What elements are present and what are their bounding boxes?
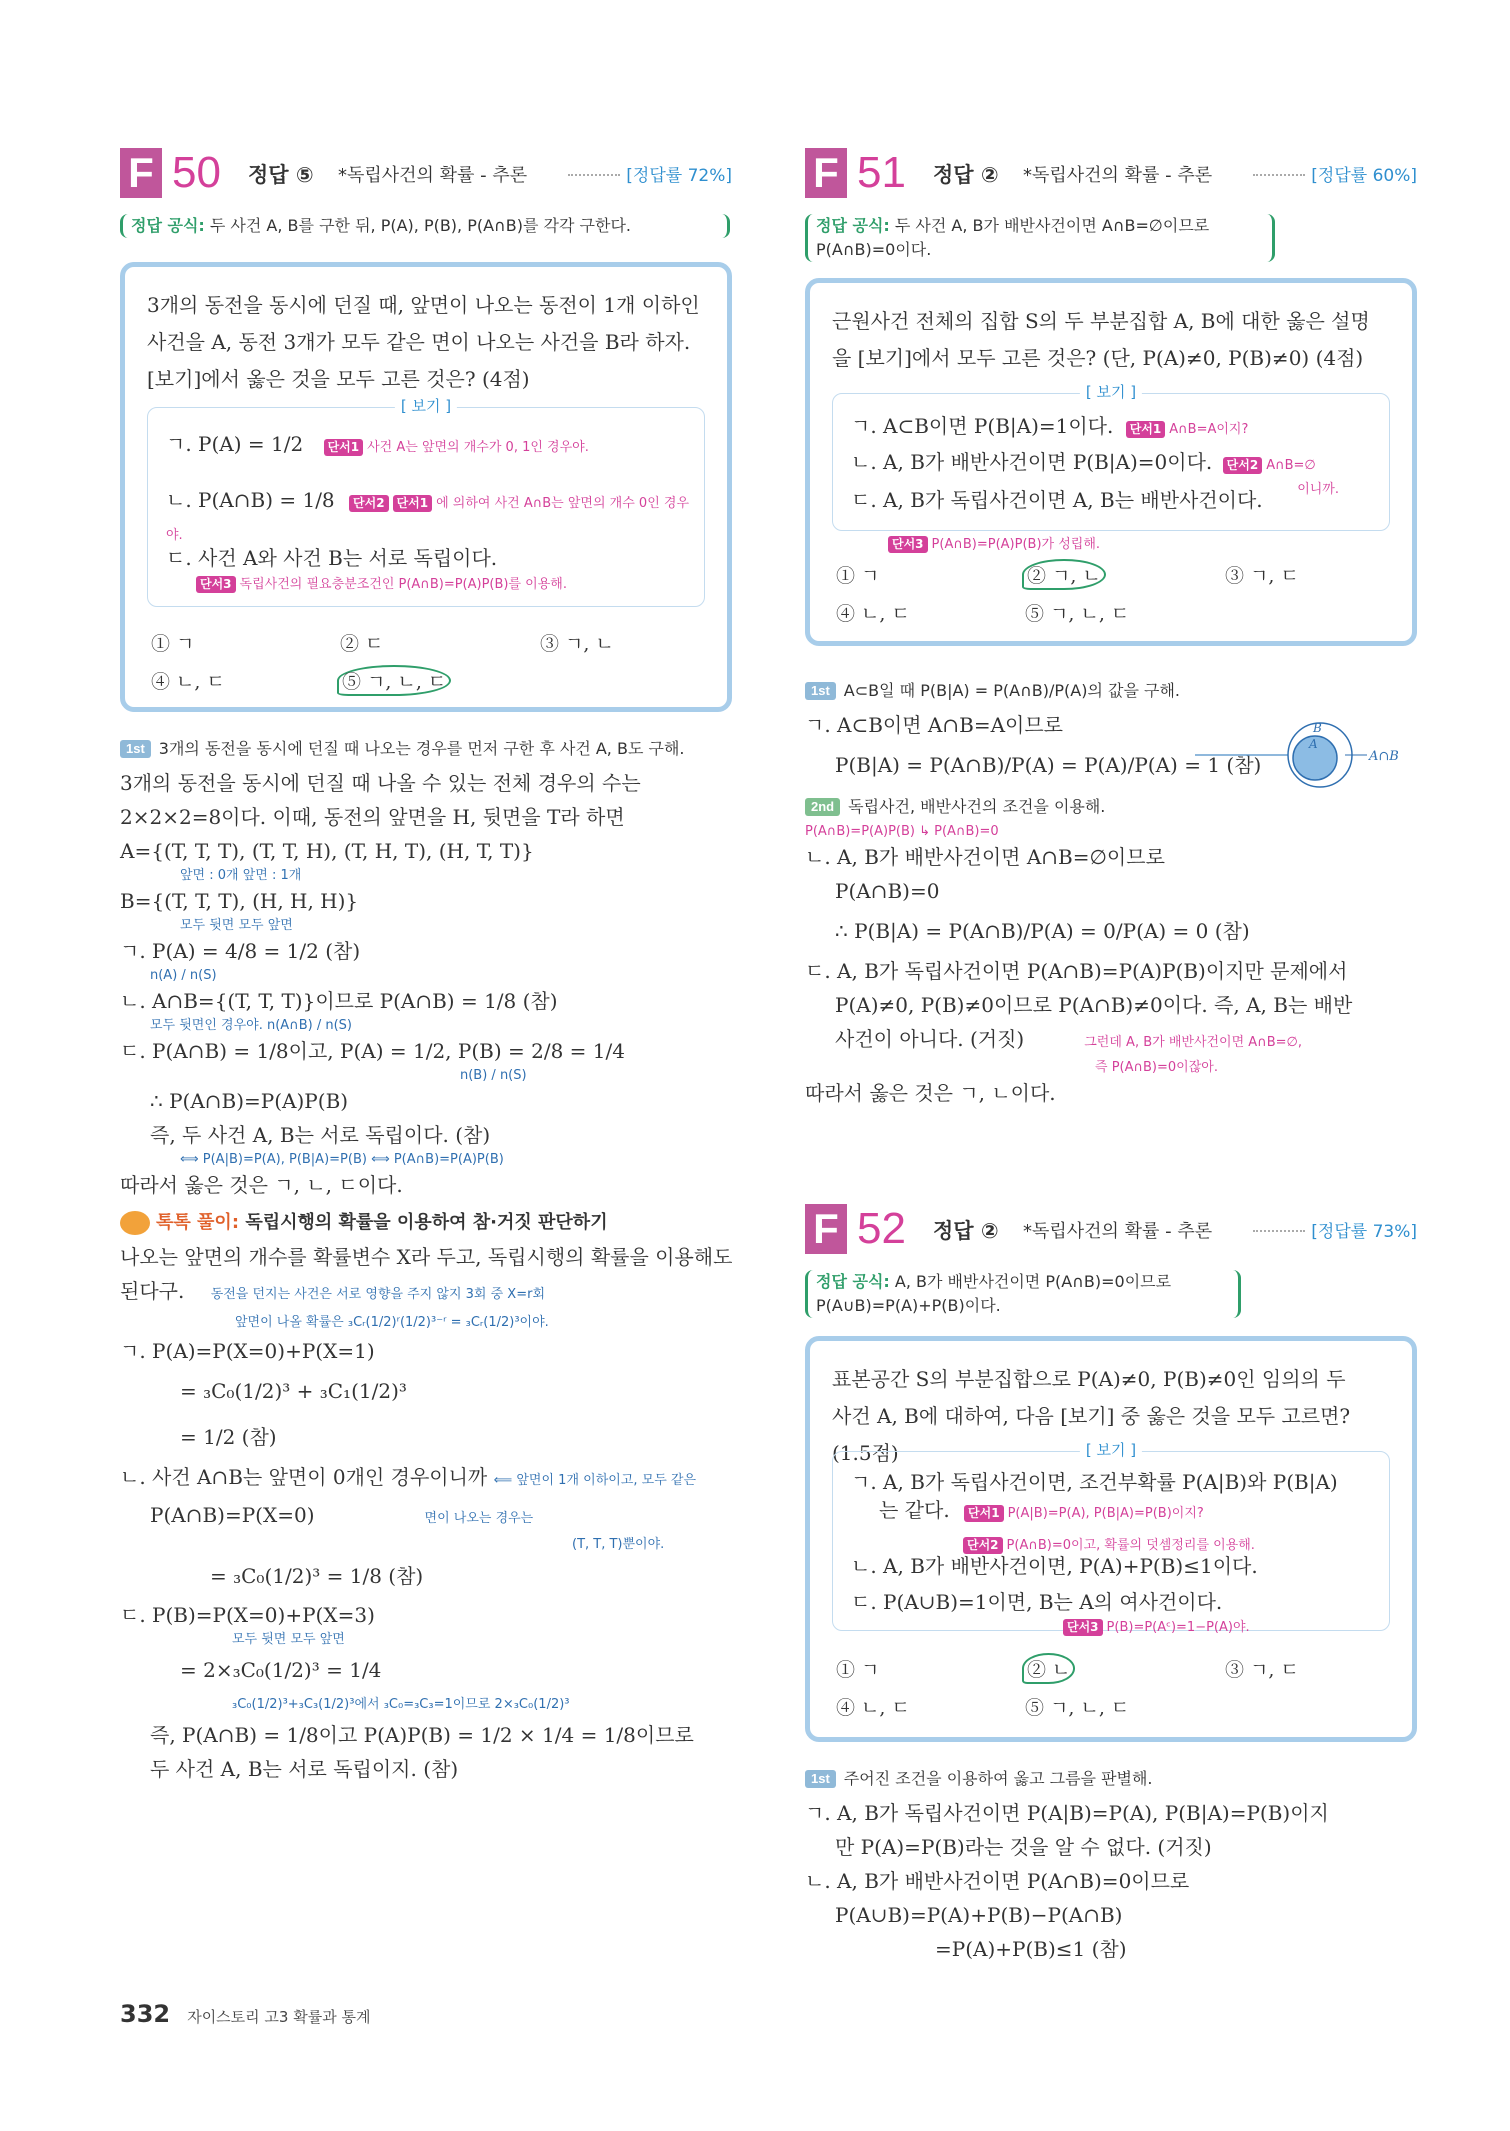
solution-line: B={(T, T, T), (H, H, H)} — [120, 889, 359, 913]
solution-line: 나오는 앞면의 개수를 확률변수 X라 두고, 독립시행의 확률을 이용해도 — [120, 1245, 733, 1269]
solution-line: ㄴ. A∩B={(T, T, T)}이므로 P(A∩B) = 1/8 (참) — [120, 989, 558, 1013]
correct-rate: [정답률 73%] — [1311, 1222, 1417, 1242]
choice-1[interactable]: ① ㄱ — [151, 633, 195, 655]
toktok-label: 톡톡 풀이: — [156, 1212, 240, 1233]
hint-tag: 단서1 — [393, 495, 433, 512]
solution-line: 즉, P(A∩B) = 1/8이고 P(A)P(B) = 1/2 × 1/4 = 1/8이므로 — [150, 1723, 694, 1747]
item-text: ㄷ. 사건 A와 사건 B는 서로 독립이다. — [166, 546, 498, 570]
choice-1[interactable]: ① ㄱ — [836, 565, 880, 587]
bogi-item-2 — [166, 486, 694, 550]
formula-note — [805, 1270, 1241, 1318]
problem-50-box — [120, 262, 732, 712]
divider-dots — [1253, 174, 1305, 176]
hint-tag: 단서3 — [888, 536, 928, 553]
answer-label: 정답 ② — [933, 1219, 999, 1243]
bogi-item-2 — [851, 1552, 1379, 1580]
formula-text: 두 사건 A, B를 구한 뒤, P(A), P(B), P(A∩B)를 각각 구한다. — [209, 216, 631, 235]
bogi-item-2 — [851, 448, 1379, 480]
solution-line: P(B|A) = P(A∩B)/P(A) = P(A)/P(A) = 1 (참) — [835, 753, 1262, 777]
f-badge: F — [805, 1204, 847, 1254]
solution-note: 면이 나오는 경우는 — [424, 1511, 534, 1526]
correct-choice-mark: ② ㄱ, ㄴ — [1022, 559, 1106, 590]
stem-line: 사건을 A, 동전 3개가 모두 같은 면이 나오는 사건을 B라 하자. — [147, 330, 691, 354]
hint-tag: 단서2 — [349, 495, 389, 512]
problem-stem — [832, 303, 1394, 377]
stem-line: 표본공간 S의 부분집합으로 P(A)≠0, P(B)≠0인 임의의 두 — [832, 1367, 1346, 1391]
solution-line: = 1/2 (참) — [180, 1425, 277, 1449]
solution-line: 된다구. — [120, 1279, 185, 1303]
solution-line: P(A)≠0, P(B)≠0이므로 P(A∩B)≠0이다. 즉, A, B는 배반 — [835, 993, 1353, 1017]
problem-number: 50 — [172, 148, 221, 197]
solution-note: 즉 P(A∩B)=0이잖아. — [1095, 1060, 1218, 1075]
solution-line: = ₃C₀(1/2)³ + ₃C₁(1/2)³ — [180, 1379, 407, 1403]
divider-dots — [568, 174, 620, 176]
bogi-box — [832, 1441, 1390, 1635]
formula-text: P(A∪B)=P(A)+P(B)이다. — [816, 1296, 1001, 1315]
stem-line: 근원사건 전체의 집합 S의 두 부분집합 A, B에 대한 옳은 설명 — [832, 309, 1370, 333]
page-footer — [120, 2000, 370, 2028]
solution-note: 모두 뒷면 모두 앞면 — [180, 918, 293, 933]
choice-3[interactable]: ③ ㄱ, ㄷ — [1225, 565, 1299, 587]
hint-text: P(A∩B)=0이고, 확률의 덧셈정리를 이용해. — [1006, 1538, 1255, 1553]
solution-note: 모두 뒷면인 경우야. n(A∩B) / n(S) — [150, 1018, 352, 1033]
choice-2-correct[interactable] — [1022, 559, 1106, 590]
correct-rate: [정답률 72%] — [626, 166, 732, 186]
solution-line: 따라서 옳은 것은 ㄱ, ㄴ이다. — [805, 1081, 1056, 1105]
item-text: 는 같다. — [879, 1498, 950, 1522]
hint-text: 이니까. — [1297, 482, 1339, 497]
solution-line: ㄴ. 사건 A∩B는 앞면이 0개인 경우이니까 — [120, 1465, 488, 1489]
correct-choice-mark: ② ㄴ — [1022, 1653, 1075, 1684]
solution-line: 2×2×2=8이다. 이때, 동전의 앞면을 H, 뒷면을 T라 하면 — [120, 805, 625, 829]
bogi-item-1 — [851, 412, 1379, 444]
solution-note: ⟺ P(A|B)=P(A), P(B|A)=P(B) ⟺ P(A∩B)=P(A)P(B) — [180, 1152, 504, 1167]
solution-line: ㄱ. P(A) = 4/8 = 1/2 (참) — [120, 939, 361, 963]
bogi-label: [ 보기 ] — [395, 395, 457, 416]
choice-5-correct[interactable] — [337, 665, 451, 696]
bogi-item-1 — [851, 1468, 1379, 1528]
solution-line: 즉, 두 사건 A, B는 서로 독립이다. (참) — [150, 1123, 491, 1147]
solution-note: P(A∩B)=P(A)P(B) ↳ P(A∩B)=0 — [805, 824, 999, 839]
solution-note: ₃C₀(1/2)³+₃C₃(1/2)³에서 ₃C₀=₃C₃=1이므로 2×₃C₀(1/2)³ — [232, 1697, 570, 1712]
solution-line: P(A∪B)=P(A)+P(B)−P(A∩B) — [835, 1903, 1123, 1927]
problem-52-box — [805, 1336, 1417, 1742]
choice-3[interactable]: ③ ㄱ, ㄷ — [1225, 1659, 1299, 1681]
item-text: ㄴ. P(A∩B) = 1/8 — [166, 488, 335, 512]
venn-label-a: A — [1309, 737, 1318, 751]
solution-line: 사건이 아니다. (거짓) — [835, 1027, 1025, 1051]
formula-text: A, B가 배반사건이면 P(A∩B)=0이므로 — [894, 1272, 1172, 1291]
solution-line: ∴ P(A∩B)=P(A)P(B) — [150, 1089, 349, 1113]
solution-note: 앞면 : 0개 앞면 : 1개 — [180, 868, 302, 883]
formula-label: 정답 공식: — [816, 1272, 890, 1291]
choice-4[interactable]: ④ ㄴ, ㄷ — [151, 671, 225, 693]
solution-line: P(A∩B)=P(X=0) — [150, 1503, 315, 1527]
step-text: 3개의 동전을 동시에 던질 때 나오는 경우를 먼저 구한 후 사건 A, B도 구해. — [158, 739, 685, 758]
choice-5[interactable]: ⑤ ㄱ, ㄴ, ㄷ — [1025, 1697, 1130, 1719]
toktok-icon — [120, 1211, 150, 1235]
hint-tag: 단서1 — [1126, 421, 1166, 438]
hint-text: A∩B=A이지? — [1169, 422, 1249, 437]
solution-note: 동전을 던지는 사건은 서로 영향을 주지 않지 3회 중 X=r회 — [210, 1287, 546, 1302]
formula-text: 두 사건 A, B가 배반사건이면 A∩B=∅이므로 — [894, 216, 1210, 235]
solution-52 — [805, 1760, 1417, 1966]
solution-line: P(A∩B)=0 — [835, 879, 940, 903]
step-badge: 2nd — [805, 798, 840, 816]
formula-note — [805, 214, 1275, 262]
formula-text: P(A∩B)=0이다. — [816, 240, 932, 259]
problem-stem — [147, 287, 709, 398]
choice-2-correct[interactable] — [1022, 1653, 1075, 1684]
step-badge: 1st — [805, 682, 836, 700]
problem-number: 51 — [857, 148, 906, 197]
hint-text: 독립사건의 필요충분조건인 P(A∩B)=P(A)P(B)를 이용해. — [239, 577, 567, 592]
hint-tag: 단서2 — [1223, 457, 1263, 474]
correct-choice-mark: ⑤ ㄱ, ㄴ, ㄷ — [337, 665, 451, 696]
hint-tag: 단서2 — [963, 1537, 1003, 1554]
page-number: 332 — [120, 2000, 171, 2028]
solution-line: ㄴ. A, B가 배반사건이면 P(A∩B)=0이므로 — [805, 1869, 1190, 1893]
hint-text: A∩B=∅ — [1266, 458, 1316, 473]
bogi-label: [ 보기 ] — [1080, 381, 1142, 402]
solution-line: ㄱ. P(A)=P(X=0)+P(X=1) — [120, 1339, 375, 1363]
step-text: A⊂B일 때 P(B|A) = P(A∩B)/P(A)의 값을 구해. — [843, 681, 1181, 700]
hint-tag: 단서1 — [964, 1505, 1004, 1522]
solution-line: ㄷ. P(A∩B) = 1/8이고, P(A) = 1/2, P(B) = 2/8 = 1/4 — [120, 1039, 625, 1063]
solution-line: ㄴ. A, B가 배반사건이면 A∩B=∅이므로 — [805, 845, 1165, 869]
problem-50-header — [120, 148, 732, 204]
hint-tag: 단서3 — [1063, 1619, 1103, 1636]
solution-line: ㄷ. A, B가 독립사건이면 P(A∩B)=P(A)P(B)이지만 문제에서 — [805, 959, 1348, 983]
bogi-box — [147, 397, 705, 607]
correct-rate: [정답률 60%] — [1311, 166, 1417, 186]
hint-text: P(A∩B)=P(A)P(B)가 성립해. — [931, 537, 1101, 552]
bogi-item-1 — [166, 430, 694, 462]
f-badge: F — [805, 148, 847, 198]
topic-label: *독립사건의 확률 - 추론 — [1023, 165, 1213, 186]
f-badge: F — [120, 148, 162, 198]
choice-2[interactable]: ② ㄷ — [340, 633, 384, 655]
book-title: 자이스토리 고3 확률과 통계 — [187, 2008, 371, 2026]
solution-line: ㄷ. P(B)=P(X=0)+P(X=3) — [120, 1603, 375, 1627]
solution-line: 3개의 동전을 동시에 던질 때 나올 수 있는 전체 경우의 수는 — [120, 771, 641, 795]
problem-number: 52 — [857, 1204, 906, 1253]
solution-line: ∴ P(B|A) = P(A∩B)/P(A) = 0/P(A) = 0 (참) — [835, 919, 1250, 943]
choice-1[interactable]: ① ㄱ — [836, 1659, 880, 1681]
step-text: 독립사건, 배반사건의 조건을 이용해. — [848, 797, 1106, 816]
problem-51-box — [805, 278, 1417, 646]
formula-label: 정답 공식: — [816, 216, 890, 235]
venn-label-b: B — [1313, 721, 1322, 735]
solution-line: ㄱ. A⊂B이면 A∩B=A이므로 — [805, 713, 1063, 737]
choice-3[interactable]: ③ ㄱ, ㄴ — [540, 633, 614, 655]
divider-dots — [1253, 1230, 1305, 1232]
solution-line: 따라서 옳은 것은 ㄱ, ㄴ, ㄷ이다. — [120, 1173, 403, 1197]
stem-line: 사건 A, B에 대하여, 다음 [보기] 중 옳은 것을 모두 고르면? (1.5점) — [832, 1404, 1351, 1465]
venn-label-ab: A∩B — [1369, 749, 1399, 764]
hint-tag: 단서1 — [324, 439, 364, 456]
solution-line: =P(A)+P(B)≤1 (참) — [935, 1937, 1127, 1961]
hint-text: 에 의하여 사건 A∩B는 앞면의 개수 0인 경우야. — [166, 496, 690, 543]
topic-label: *독립사건의 확률 - 추론 — [338, 165, 528, 186]
stem-line: [보기]에서 옳은 것을 모두 고른 것은? (4점) — [147, 367, 530, 391]
solution-line: 두 사건 A, B는 서로 독립이지. (참) — [150, 1757, 459, 1781]
solution-note: 앞면이 나올 확률은 ₃Cᵣ(1/2)ʳ(1/2)³⁻ʳ = ₃Cᵣ(1/2)³이야. — [235, 1315, 549, 1330]
choice-5[interactable]: ⑤ ㄱ, ㄴ, ㄷ — [1025, 603, 1130, 625]
step-badge: 1st — [120, 740, 151, 758]
hint-text: P(B)=P(Aᶜ)=1−P(A)야. — [1106, 1620, 1250, 1635]
answer-label: 정답 ⑤ — [248, 163, 314, 187]
answer-label: 정답 ② — [933, 163, 999, 187]
topic-label: *독립사건의 확률 - 추론 — [1023, 1221, 1213, 1242]
item-text: ㄷ. P(A∪B)=1이면, B는 A의 여사건이다. — [851, 1590, 1223, 1614]
solution-note: n(A) / n(S) — [150, 968, 217, 983]
problem-52-header — [805, 1204, 1417, 1260]
step-badge: 1st — [805, 1770, 836, 1788]
formula-label: 정답 공식: — [131, 216, 205, 235]
solution-note: n(B) / n(S) — [460, 1068, 527, 1083]
toktok-title: 독립시행의 확률을 이용하여 참·거짓 판단하기 — [245, 1212, 608, 1233]
solution-note: 모두 뒷면 모두 앞면 — [232, 1632, 345, 1647]
stem-line: 을 [보기]에서 모두 고른 것은? (단, P(A)≠0, P(B)≠0) (4점) — [832, 346, 1364, 370]
problem-51-header — [805, 148, 1417, 204]
item-text: ㄴ. A, B가 배반사건이면, P(A)+P(B)≤1이다. — [851, 1554, 1258, 1578]
bogi-label: [ 보기 ] — [1080, 1439, 1142, 1460]
solution-line: 만 P(A)=P(B)라는 것을 알 수 없다. (거짓) — [835, 1835, 1212, 1859]
bogi-item-3 — [851, 486, 1379, 514]
venn-diagram — [1195, 720, 1415, 790]
step-text: 주어진 조건을 이용하여 옳고 그름을 판별해. — [843, 1769, 1153, 1788]
solution-line: = 2×₃C₀(1/2)³ = 1/4 — [180, 1658, 382, 1682]
item-text: ㄴ. A, B가 배반사건이면 P(B|A)=0이다. — [851, 450, 1213, 474]
item-text: ㄱ. A⊂B이면 P(B|A)=1이다. — [851, 414, 1114, 438]
solution-50 — [120, 730, 732, 1786]
stem-line: 3개의 동전을 동시에 던질 때, 앞면이 나오는 동전이 1개 이하인 — [147, 293, 700, 317]
hint-tag: 단서3 — [196, 576, 236, 593]
formula-note — [120, 214, 730, 238]
solution-line: = ₃C₀(1/2)³ = 1/8 (참) — [210, 1564, 424, 1588]
solution-line: ㄱ. A, B가 독립사건이면 P(A|B)=P(A), P(B|A)=P(B)이지 — [805, 1801, 1329, 1825]
solution-line: A={(T, T, T), (T, T, H), (T, H, T), (H, T, T)} — [120, 839, 534, 863]
item-text: ㄱ. P(A) = 1/2 — [166, 432, 304, 456]
bogi-item-3 — [166, 544, 694, 594]
bogi-item-3 — [851, 1588, 1379, 1636]
solution-note: (T, T, T)뿐이야. — [572, 1537, 665, 1552]
hint-text: 사건 A는 앞면의 개수가 0, 1인 경우야. — [367, 440, 589, 455]
item-text: ㄱ. A, B가 독립사건이면, 조건부확률 P(A|B)와 P(B|A) — [851, 1470, 1338, 1494]
hint-text: P(A|B)=P(A), P(B|A)=P(B)이지? — [1007, 1506, 1204, 1521]
bogi-box — [832, 383, 1390, 531]
choice-4[interactable]: ④ ㄴ, ㄷ — [836, 1697, 910, 1719]
solution-note: 그런데 A, B가 배반사건이면 A∩B=∅, — [1084, 1035, 1302, 1050]
item-text: ㄷ. A, B가 독립사건이면 A, B는 배반사건이다. — [851, 488, 1263, 512]
choice-4[interactable]: ④ ㄴ, ㄷ — [836, 603, 910, 625]
solution-note: ⟸ 앞면이 1개 이하이고, 모두 같은 — [493, 1473, 697, 1488]
